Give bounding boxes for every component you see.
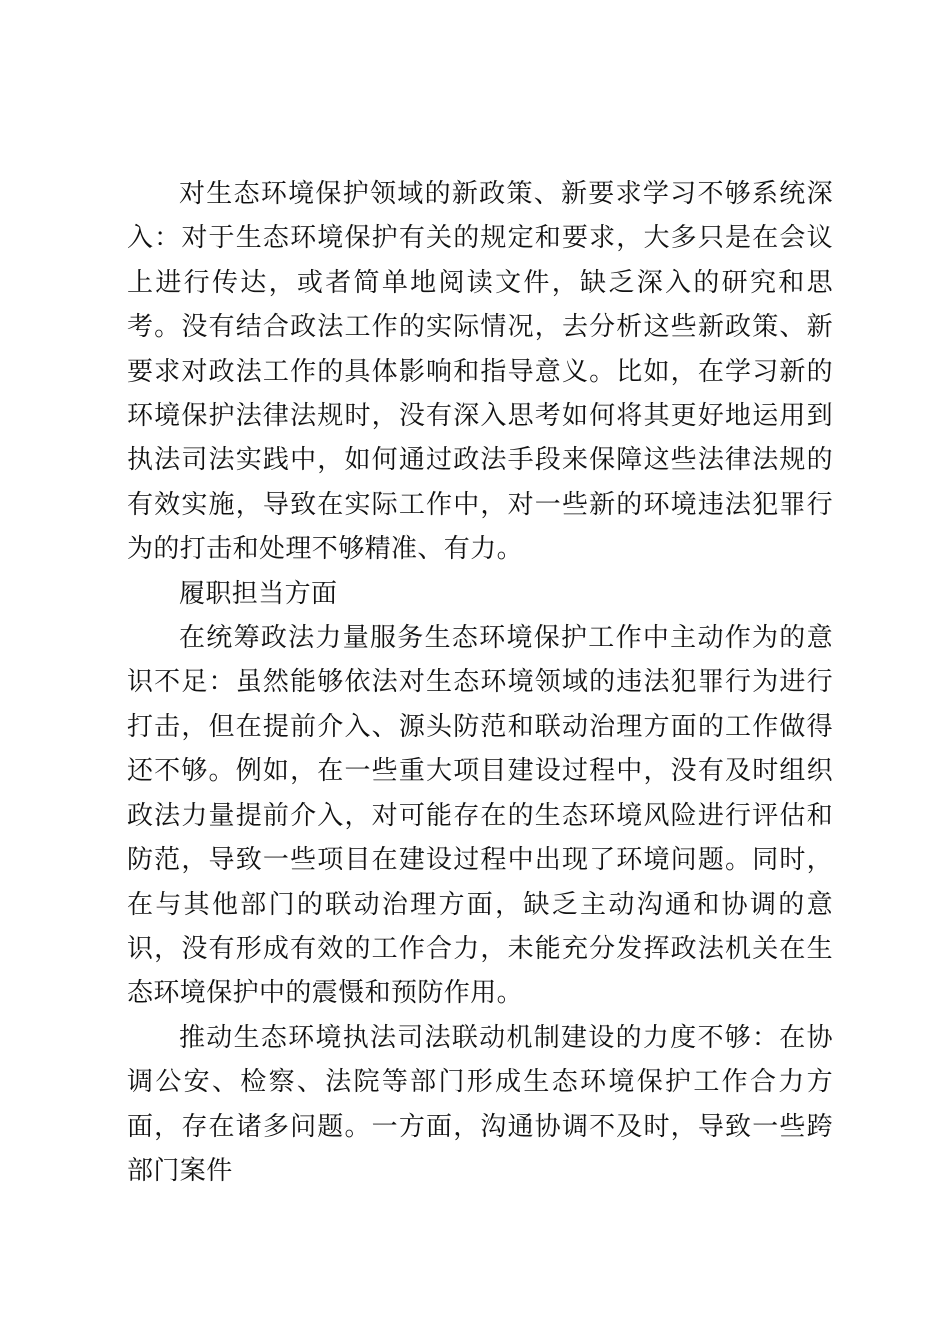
document-body	[127, 172, 833, 1193]
paragraph-linkage-mechanism: 推动生态环境执法司法联动机制建设的力度不够：在协调公安、检察、法院等部门形成生态环境保护工作合力方面，存在诸多问题。一方面，沟通协调不及时，导致一些跨部门案件	[127, 1022, 833, 1186]
paragraph-initiative-deficiency: 在统筹政法力量服务生态环境保护工作中主动作为的意识不足：虽然能够依法对生态环境领域的违法犯罪行为进行打击，但在提前介入、源头防范和联动治理方面的工作做得还不够。例如，在一些重大项目建设过程中，没有及时组织政法力量提前介入，对可能存在的生态环境风险进行评估和防范，导致一些项目在建设过程中出现了环境问题。同时，在与其他部门的联动治理方面，缺乏主动沟通和协调的意识，没有形成有效的工作合力，未能充分发挥政法机关在生态环境保护中的震慑和预防作用。	[127, 623, 833, 1009]
paragraph-study-deficiency: 对生态环境保护领域的新政策、新要求学习不够系统深入：对于生态环境保护有关的规定和要求，大多只是在会议上进行传达，或者简单地阅读文件，缺乏深入的研究和思考。没有结合政法工作的实际情况，去分析这些新政策、新要求对政法工作的具体影响和指导意义。比如，在学习新的环境保护法律法规时，没有深入思考如何将其更好地运用到执法司法实践中，如何通过政法手段来保障这些法律法规的有效实施，导致在实际工作中，对一些新的环境违法犯罪行为的打击和处理不够精准、有力。	[127, 179, 833, 565]
section-heading-duty: 履职担当方面	[179, 578, 338, 609]
